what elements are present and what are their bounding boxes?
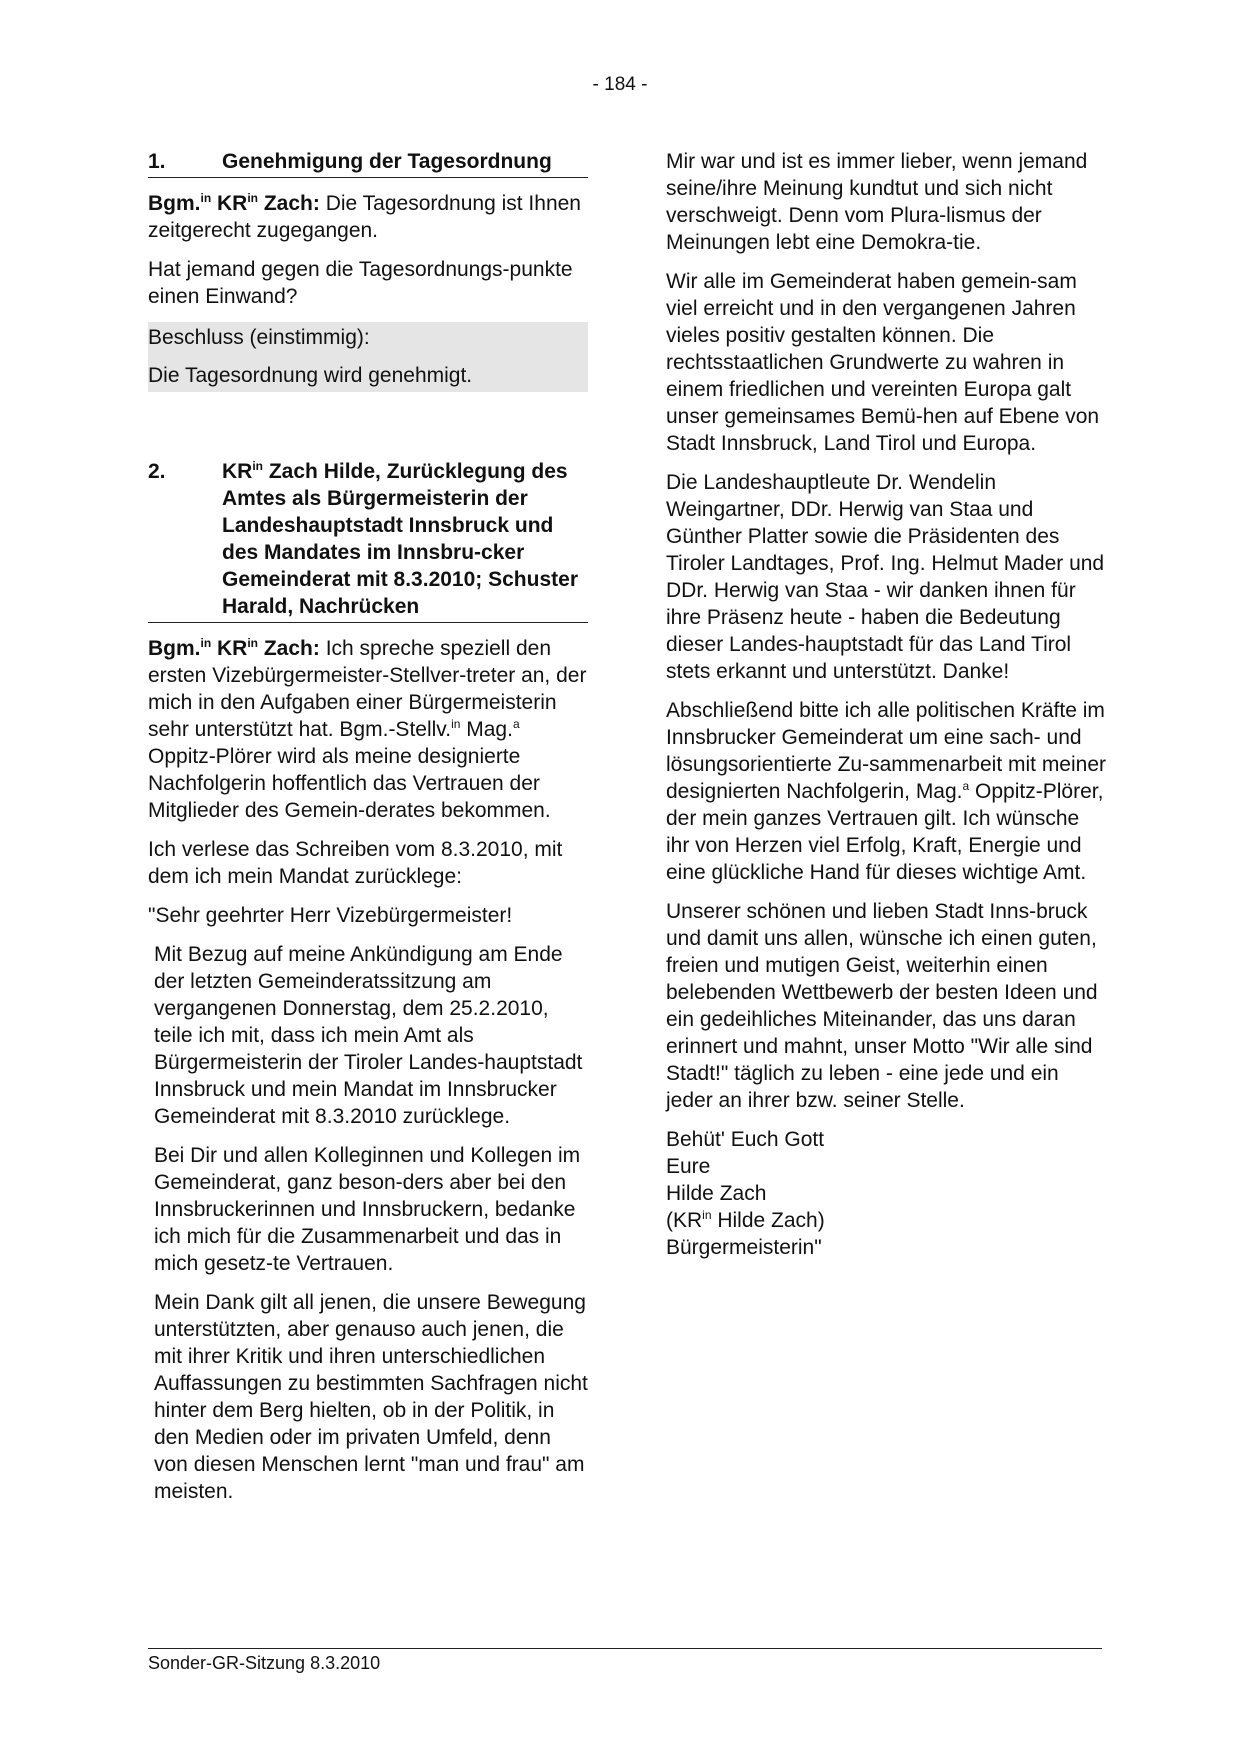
letter-closing [666, 1126, 1106, 1261]
letter-paragraph-2: Bei Dir und allen Kolleginnen und Kollegen im Gemeinderat, ganz beson-ders aber bei den Innsbruckerinnen und Innsbruckern, bedanke ich mich für die Zusammenarbeit und das in mich gesetz-te Vertrauen. [154, 1144, 581, 1275]
page-number: - 184 - [592, 74, 648, 95]
decision-text: Die Tagesordnung wird genehmigt. [148, 364, 473, 387]
decision-box [148, 322, 588, 392]
letter-paragraph-7: Abschließend bitte ich alle politischen Kräfte im Innsbrucker Gemeinderat um eine sach- und lösungsorientierte Zu-sammenarbeit mit meiner designierten Nachfolgerin, Mag.$^a$ Oppitz-Plörer, der mein ganzes Vertrauen gilt. Ich wünsche ihr von Herzen viel Erfolg, Kraft, Energie und eine glückliche Hand für dieses wichtige Amt. [666, 699, 1107, 884]
closing-line-5: Bürgermeisterin" [666, 1236, 822, 1259]
item1-title: Genehmigung der Tagesordnung [222, 150, 552, 173]
item2-title: $KR^{in}$ Zach Hilde, Zurücklegung des Amtes als Bürgermeisterin der Landeshauptstadt Innsbruck und des Mandates im Innsbru-cker Gemeinderat mit 8.3.2010; Schuster Harald, Nachrücken [222, 459, 578, 618]
item2-reading-intro: Ich verlese das Schreiben vom 8.3.2010, mit dem ich mein Mandat zurücklege: [148, 838, 563, 888]
item1-question: Hat jemand gegen die Tagesordnungs-punkte einen Einwand? [148, 258, 573, 308]
item2-heading [148, 458, 588, 623]
letter-body [148, 941, 588, 1505]
right-column [666, 148, 1106, 1273]
letter-paragraph-4: Mir war und ist es immer lieber, wenn jemand seine/ihre Meinung kundtut und sich nicht verschweigt. Denn vom Plura-lismus der Meinungen lebt eine Demokra-tie. [666, 150, 1088, 254]
closing-line-3: Hilde Zach [666, 1182, 767, 1205]
item1-speaker: Bgm.$^{in}$ $KR^{in}$ Zach: [148, 191, 320, 215]
item2-number: 2. [148, 460, 166, 483]
item2-speaker: Bgm.$^{in}$ $KR^{in}$ Zach: [148, 636, 320, 660]
letter-paragraph-5: Wir alle im Gemeinderat haben gemein-sam viel erreicht und in den vergangenen Jahren vieles positiv gestalten können. Die rechtsstaatlichen Grundwerte zu wahren in einem friedlichen und vereinten Europa galt unser gemeinsames Bemü-hen auf Ebene von Stadt Innsbruck, Land Tirol und Europa. [666, 270, 1100, 455]
letter-paragraph-1: Mit Bezug auf meine Ankündigung am Ende der letzten Gemeinderatssitzung am vergangenen Donnerstag, dem 25.2.2010, teile ich mit, dass ich mein Amt als Bürgermeisterin der Tiroler Landes-hauptstadt Innsbruck und mein Mandat im Innsbrucker Gemeinderat mit 8.3.2010 zurücklege. [154, 943, 583, 1128]
footer-text: Sonder-GR-Sitzung 8.3.2010 [148, 1653, 381, 1673]
letter-paragraph-3: Mein Dank gilt all jenen, die unsere Bewegung unterstützten, aber genauso auch jenen, die mit ihrer Kritik und ihren unterschiedlichen Auffassungen zu bestimmten Sachfragen nicht hinter dem Berg hielten, ob in der Politik, in den Medien oder im privaten Umfeld, denn von diesen Menschen lernt "man und frau" am meisten. [154, 1291, 588, 1503]
left-column [148, 148, 588, 1517]
letter-paragraph-6: Die Landeshauptleute Dr. Wendelin Weingartner, DDr. Herwig van Staa und Günther Platter sowie die Präsidenten des Tiroler Landtages, Prof. Ing. Helmut Mader und DDr. Herwig van Staa - wir danken ihnen für ihre Präsenz heute - haben die Bedeutung dieser Landes-hauptstadt für das Land Tirol stets erkannt und unterstützt. Danke! [666, 471, 1105, 683]
item1-heading [148, 148, 588, 178]
closing-line-1: Behüt' Euch Gott [666, 1128, 825, 1151]
item1-speaker-paragraph: Bgm.$^{in}$ $KR^{in}$ Zach: Die Tagesordnung ist Ihnen zeitgerecht zugegangen. [148, 191, 581, 242]
closing-line-4: ($KR^{in}$ Hilde Zach) [666, 1208, 825, 1232]
item2-speaker-paragraph: Bgm.$^{in}$ $KR^{in}$ Zach: Ich spreche speziell den ersten Vizebürgermeister-Stellver-treter an, der mich in den Aufgaben einer Bürgermeisterin sehr unterstützt hat. Bgm.-Stellv.$^{in}$ Mag.$^a$ Oppitz-Plörer wird als meine designierte Nachfolgerin hoffentlich das Vertrauen der Mitglieder des Gemein-derates bekommen. [148, 636, 587, 822]
letter-paragraph-8: Unserer schönen und lieben Stadt Inns-bruck und damit uns allen, wünsche ich einen guten, freien und mutigen Geist, weiterhin einen belebenden Wettbewerb der besten Ideen und ein gedeihliches Miteinander, das uns daran erinnert und mahnt, unser Motto "Wir alle sind Stadt!" täglich zu leben - eine jede und ein jeder an ihrer bzw. seiner Stelle. [666, 900, 1098, 1112]
footer-divider [148, 1648, 1102, 1649]
letter-salutation: "Sehr geehrter Herr Vizebürgermeister! [148, 904, 513, 927]
closing-line-2: Eure [666, 1155, 711, 1178]
item1-number: 1. [148, 150, 166, 173]
decision-label: Beschluss (einstimmig): [148, 326, 370, 349]
